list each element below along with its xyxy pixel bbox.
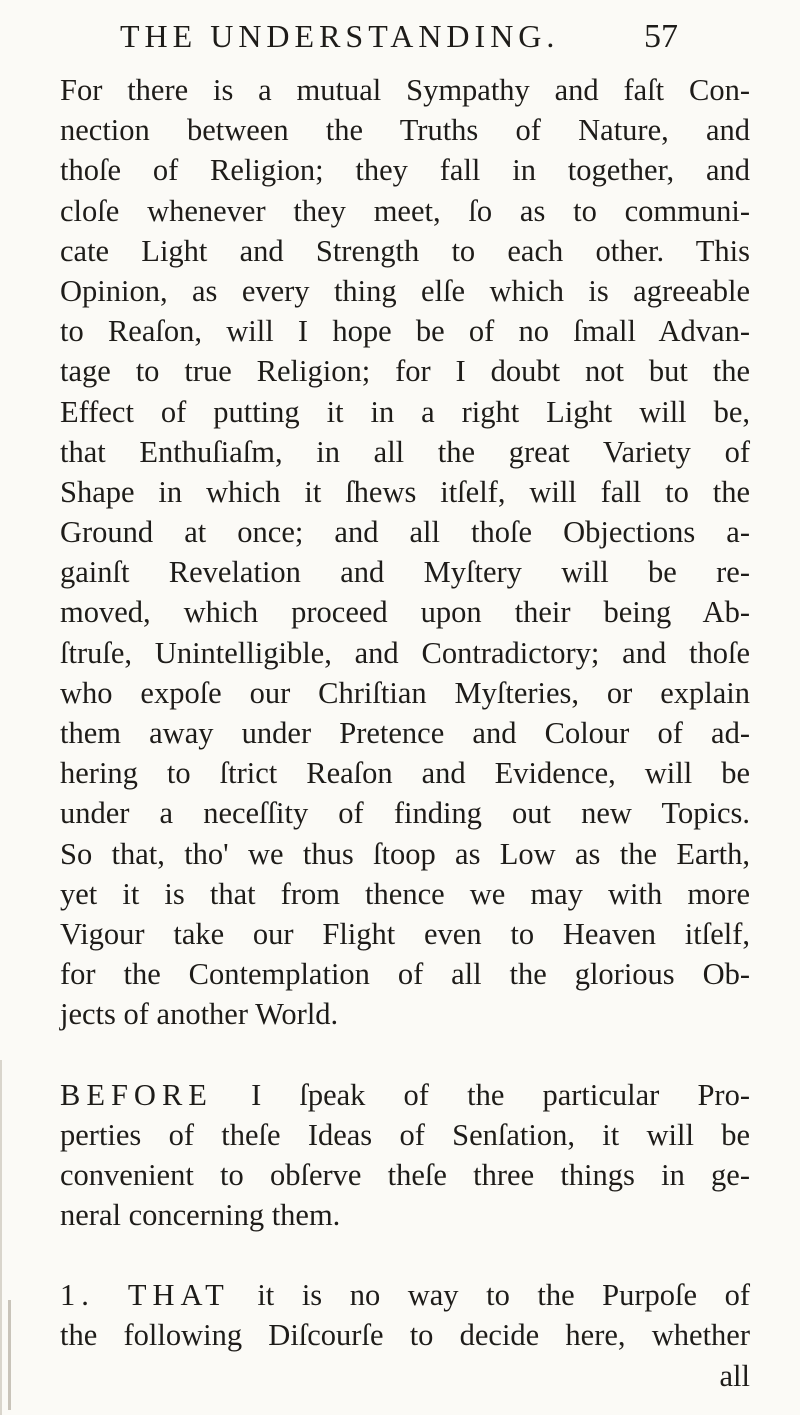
text-line: cloſe whenever they meet, ſo as to communi- (60, 193, 750, 228)
paragraph-before (60, 1075, 750, 1236)
text-line: neral concerning them. (60, 1198, 341, 1233)
text-line: to Reaſon, will I hope be of no ſmall Advan- (60, 314, 750, 349)
paragraph-gap (60, 1035, 750, 1075)
text-line: ſtruſe, Unintelligible, and Contradictory; and thoſe (60, 635, 750, 670)
page-header (120, 18, 680, 62)
paper-mark (8, 1300, 11, 1410)
text-line: yet it is that from thence we may with more (60, 876, 750, 911)
catchword: all (719, 1358, 750, 1393)
text-line: jects of another World. (60, 997, 339, 1032)
running-head: THE UNDERSTANDING. (120, 18, 560, 54)
gutter-shadow (0, 1060, 2, 1415)
text-line: Effect of putting it in a right Light will be, (60, 394, 750, 429)
body-text (60, 70, 750, 1396)
text-line: Shape in which it ſhews itſelf, will fall to the (60, 474, 750, 509)
text-line: Opinion, as every thing elſe which is agreeable (60, 273, 750, 308)
text-line: Vigour take our Flight even to Heaven itſelf, (60, 916, 750, 951)
text-line: under a neceſſity of finding out new Topics. (60, 796, 750, 831)
text-line: gainſt Revelation and Myſtery will be re- (60, 555, 750, 590)
paragraph-sympathy (60, 70, 750, 1035)
paragraph-that (60, 1275, 750, 1396)
text-line (60, 1075, 750, 1115)
text-line: For there is a mutual Sympathy and faſt Con- (60, 73, 750, 107)
text-line: thoſe of Religion; they fall in together, and (60, 153, 750, 188)
text-line: Ground at once; and all thoſe Objections a- (60, 515, 750, 550)
text-line: the following Diſcourſe to decide here, whether (60, 1318, 750, 1353)
text-line: perties of theſe Ideas of Senſation, it will be (60, 1117, 750, 1152)
text-line: moved, which proceed upon their being Ab- (60, 595, 750, 630)
text-line: tage to true Religion; for I doubt not but the (60, 354, 750, 389)
text-line: convenient to obſerve theſe three things in ge- (60, 1157, 750, 1192)
page-number: 57 (644, 18, 678, 55)
text-line: that Enthuſiaſm, in all the great Variety of (60, 434, 750, 469)
text-line: for the Contemplation of all the glorious Ob- (60, 957, 750, 992)
text-line (60, 1275, 750, 1315)
text-line: who expoſe our Chriſtian Myſteries, or explain (60, 675, 750, 710)
text-line: hering to ſtrict Reaſon and Evidence, will be (60, 756, 750, 791)
line-text: I ſpeak of the particular Pro- (212, 1077, 750, 1112)
paragraph-gap (60, 1235, 750, 1275)
small-caps-lead: BEFORE (60, 1077, 213, 1112)
text-line: So that, tho' we thus ſtoop as Low as the Earth, (60, 836, 750, 871)
small-caps-lead: 1. THAT (60, 1278, 230, 1313)
text-line: them away under Pretence and Colour of ad- (60, 716, 750, 750)
text-line: cate Light and Strength to each other. This (60, 233, 750, 268)
text-line: nection between the Truths of Nature, and (60, 113, 750, 148)
line-text: it is no way to the Purpoſe of (229, 1278, 750, 1313)
